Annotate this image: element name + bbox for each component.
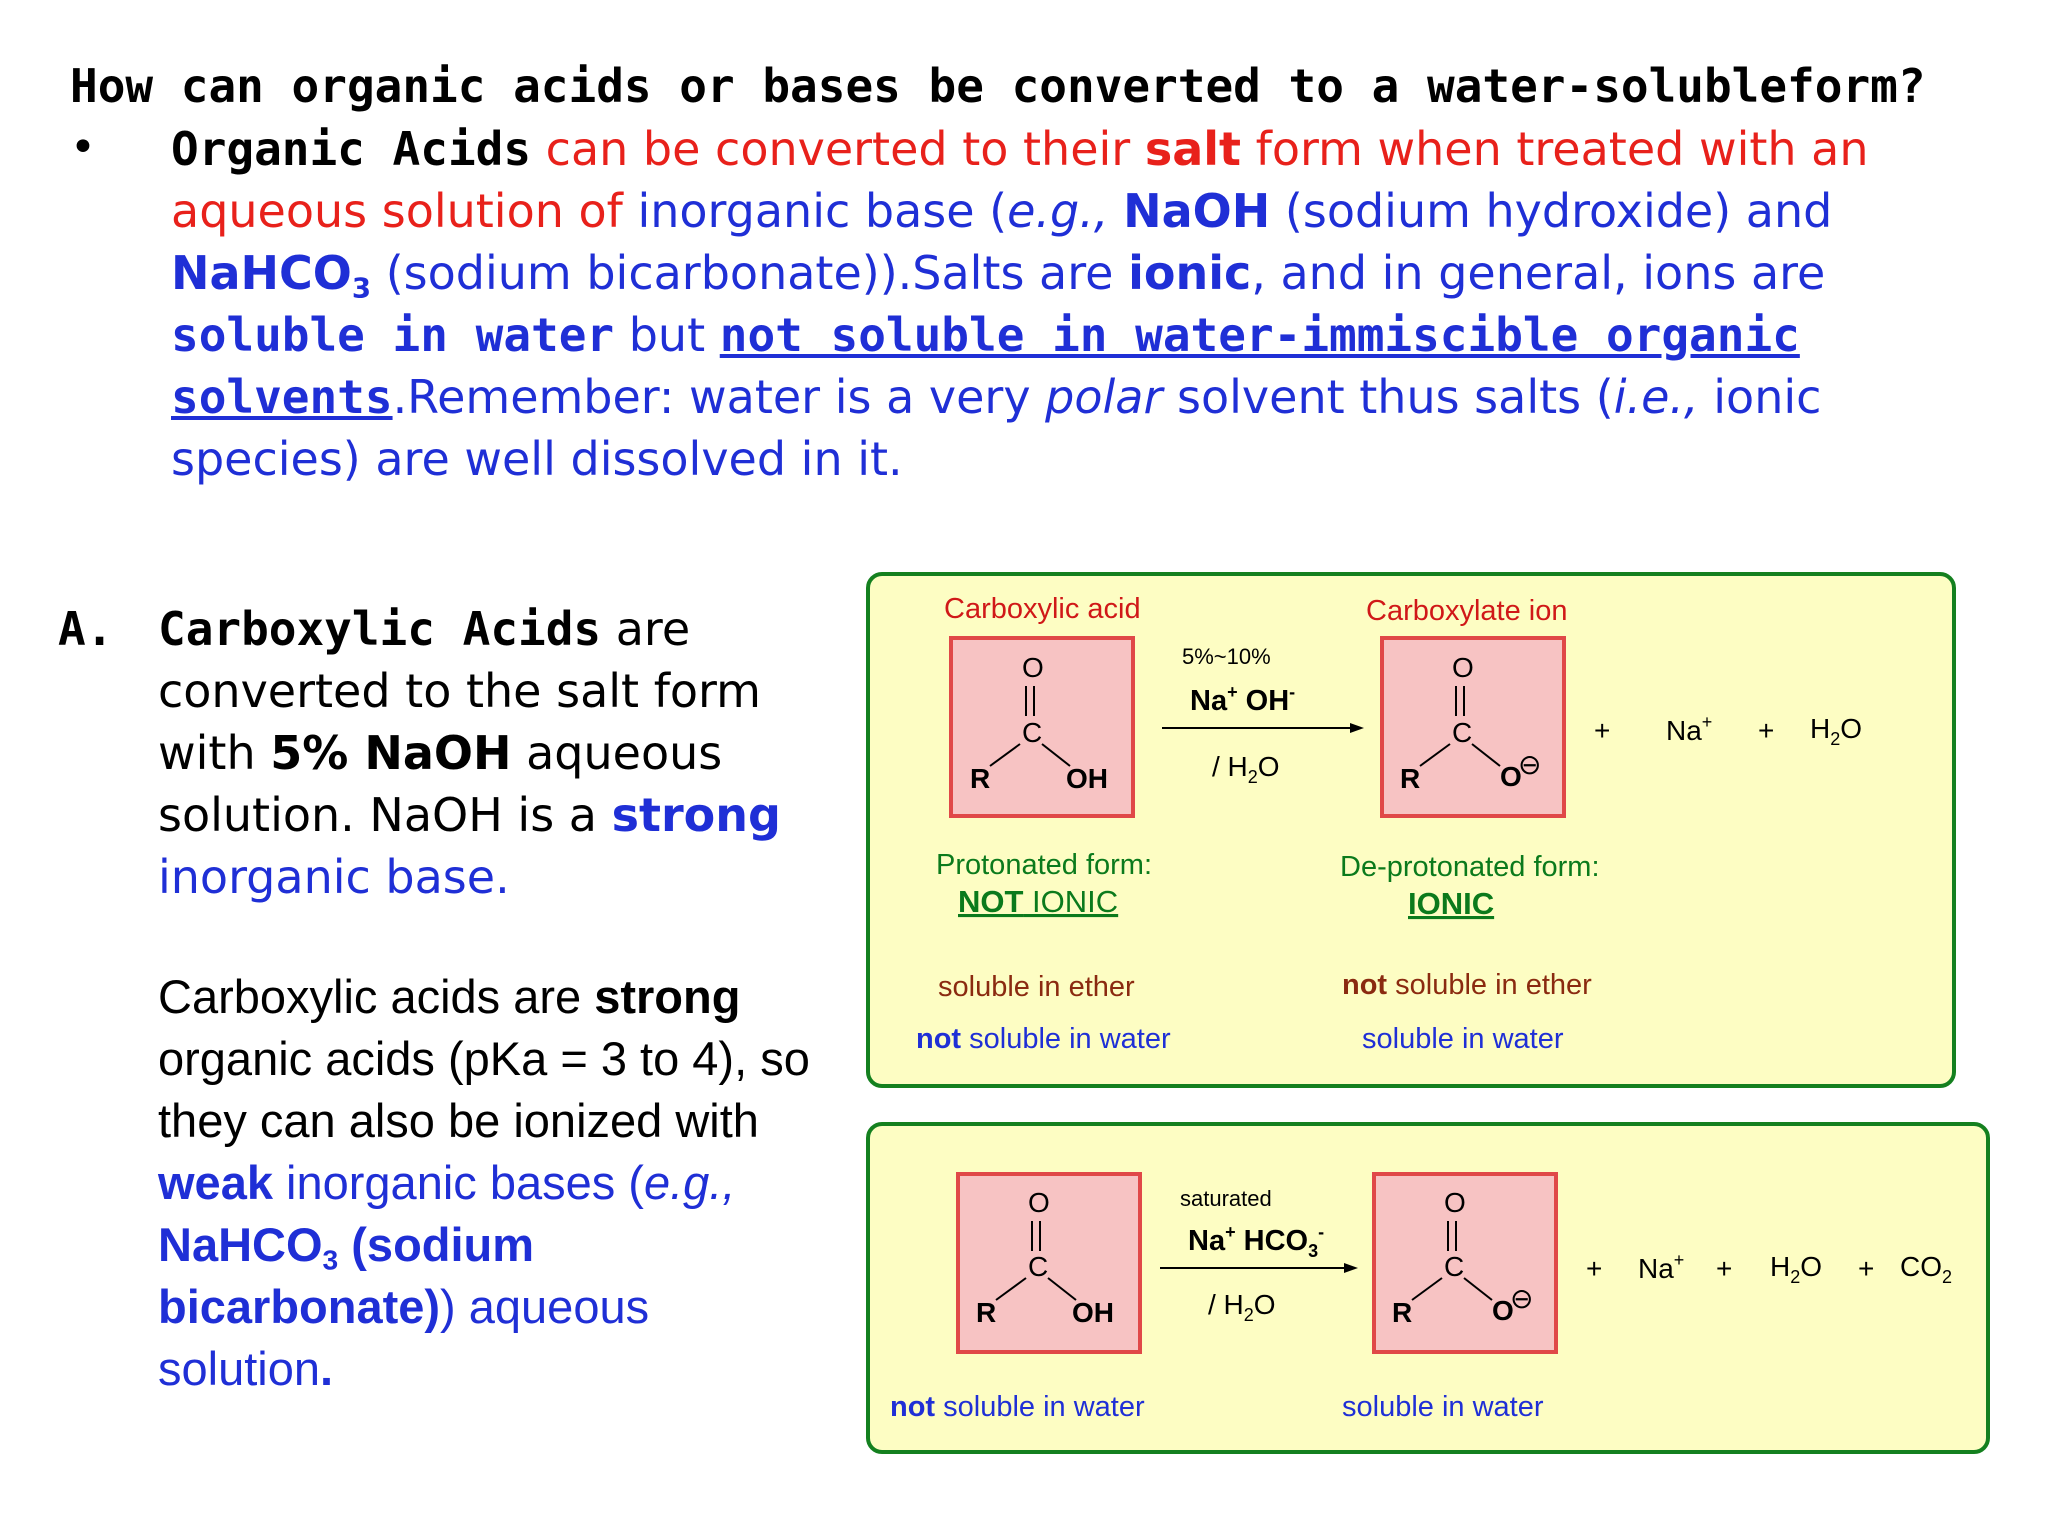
text-p2-mid: organic acids (pKa = 3 to 4), so they can also be ionized with (158, 1032, 810, 1147)
atom-o-minus: O (1500, 761, 1522, 792)
reaction-panel-naoh (866, 572, 1956, 1088)
not-word: NOT (958, 884, 1024, 919)
nahco3-formula: NaHCO (171, 246, 352, 300)
right2-soluble-water: soluble in water (1342, 1391, 1544, 1423)
term-polar: polar (1045, 370, 1163, 424)
atom-oh-2: OH (1072, 1297, 1114, 1328)
atom-r-right: R (1400, 763, 1421, 794)
term-organic-acids: Organic Acids (171, 122, 532, 176)
cond2-solvent (1208, 1289, 1276, 1325)
term-strong: strong (611, 788, 781, 842)
product-water (1810, 713, 1862, 749)
water-h: H (1810, 713, 1831, 744)
text-remember: .Remember: water is a very (392, 370, 1046, 424)
reaction-arrow-head-2 (1344, 1263, 1358, 1273)
section-a-paragraph (158, 598, 818, 908)
label-carboxylic-acid: Carboxylic acid (944, 593, 1141, 625)
product2-water (1770, 1251, 1822, 1287)
label-carboxylate-ion: Carboxylate ion (1366, 595, 1568, 627)
solvent-o: O (1257, 751, 1280, 782)
term-carboxylic-acids: Carboxylic Acids (158, 602, 602, 656)
ionic-word: IONIC (1023, 884, 1119, 919)
text-aqueous: aqueous solution. NaOH is a (158, 726, 723, 842)
text-p2-eg: e.g., (643, 1156, 736, 1209)
text-can-be-converted: can be converted to their (531, 122, 1145, 176)
solvent-h: / H (1212, 751, 1248, 782)
cond-reagent (1190, 682, 1295, 717)
right-not-word: not (1342, 969, 1388, 1001)
left-soluble-ether: soluble in ether (938, 971, 1135, 1003)
left-not-soluble-water (916, 1023, 1171, 1055)
text-ionic-species: ionic species) are well dissolved in it. (171, 370, 1822, 486)
solvent2-h: / H (1208, 1289, 1244, 1320)
atom-c-right: C (1452, 717, 1473, 748)
co2-sub: 2 (1942, 1267, 1953, 1287)
co2-symbol: CO (1900, 1251, 1942, 1282)
na-symbol: Na (1666, 715, 1702, 746)
text-solvent-thus: solvent thus salts ( (1162, 370, 1614, 424)
term-5-naoh: 5% NaOH (270, 726, 512, 780)
atom-r-left: R (970, 763, 991, 794)
term-naoh: NaOH (1123, 184, 1271, 238)
text-sodium-hydroxide: (sodium hydroxide) and (1270, 184, 1833, 238)
text-are-converted: are converted to the salt form with (158, 602, 761, 780)
label-deprotonated: De-protonated form: (1340, 851, 1600, 883)
text-p2-close: ) aqueous solution (158, 1280, 650, 1395)
term-salt: salt (1144, 122, 1242, 176)
atom-c-left-2: C (1028, 1251, 1049, 1282)
na-charge: + (1701, 712, 1713, 732)
label-ionic: IONIC (1408, 886, 1495, 921)
left-water-text: soluble in water (961, 1023, 1171, 1055)
cond-concentration: 5%~10% (1182, 644, 1271, 669)
solvent2-o: O (1253, 1289, 1276, 1320)
minus-charge-icon-2: ⊖ (1510, 1283, 1534, 1314)
right-soluble-water: soluble in water (1362, 1023, 1564, 1055)
atom-o-right-2: O (1444, 1187, 1466, 1218)
term-soluble-in-water: soluble in water (171, 308, 615, 362)
reagent-oh-charge: - (1289, 682, 1296, 702)
atom-r-left-2: R (976, 1297, 997, 1328)
atom-oh: OH (1066, 763, 1108, 794)
term-nahco3 (171, 246, 372, 305)
term-weak: weak (158, 1156, 273, 1209)
water-o: O (1840, 713, 1863, 744)
reagent2-na: Na (1188, 1225, 1226, 1257)
left2-not-word: not (890, 1391, 936, 1423)
product2-co2 (1900, 1251, 1952, 1287)
term-p2-strong: strong (594, 970, 741, 1023)
reagent-oh: OH (1237, 685, 1290, 717)
product-na (1666, 712, 1712, 746)
text-ions-are: , and in general, ions are (1251, 246, 1826, 300)
plus-1: + (1594, 715, 1611, 746)
solvent2-sub: 2 (1243, 1305, 1254, 1325)
bullet-marker: • (70, 122, 96, 173)
text-p2-period: . (320, 1342, 334, 1395)
reaction-arrow-head (1350, 723, 1364, 733)
text-p2-bases: inorganic bases ( (272, 1156, 644, 1209)
label-not-ionic (958, 884, 1118, 919)
left2-water-text: soluble in water (935, 1391, 1145, 1423)
reagent2-na-charge: + (1225, 1222, 1236, 1242)
term-not-soluble: not soluble in water-immiscible organic solvents (171, 308, 1800, 424)
plus-2: + (1758, 715, 1775, 746)
cond2-reagent (1188, 1222, 1324, 1261)
atom-r-right-2: R (1392, 1297, 1413, 1328)
term-ionic: ionic (1128, 246, 1252, 300)
slide-question: How can organic acids or bases be converted to a water-solubleform? (70, 59, 1926, 113)
p2-nahco3-subscript: 3 (322, 1243, 339, 1276)
reaction-diagram-naoh (870, 576, 1952, 1084)
water2-o: O (1800, 1251, 1823, 1282)
p2-sodium-bicarbonate: (sodium bicarbonate) (158, 1218, 535, 1333)
text-but: but (614, 308, 720, 362)
cond2-saturated: saturated (1180, 1186, 1272, 1211)
na2-charge: + (1673, 1250, 1685, 1270)
reagent2-hco: HCO (1235, 1225, 1309, 1257)
text-ie: i.e., (1613, 370, 1699, 424)
p2-nahco3-formula: NaHCO (158, 1218, 323, 1271)
solvent-sub: 2 (1247, 767, 1258, 787)
text-eg: e.g., (1007, 184, 1109, 238)
na2-symbol: Na (1638, 1253, 1674, 1284)
water2-sub: 2 (1790, 1267, 1801, 1287)
label-protonated: Protonated form: (936, 849, 1152, 881)
right-ether-text: soluble in ether (1387, 969, 1592, 1001)
atom-c-right-2: C (1444, 1251, 1465, 1282)
left2-not-soluble-water (890, 1391, 1145, 1423)
reagent-na: Na (1190, 685, 1228, 717)
plus-2-2: + (1716, 1253, 1733, 1284)
plus-2-1: + (1586, 1253, 1603, 1284)
reaction-diagram-nahco3 (870, 1126, 1986, 1450)
text-inorganic-base-a: inorganic base. (158, 850, 510, 904)
water-sub: 2 (1830, 729, 1841, 749)
text-sodium-bicarbonate: (sodium bicarbonate)).Salts are (371, 246, 1129, 300)
section-a-paragraph-2 (158, 966, 818, 1400)
reagent2-charge: - (1318, 1222, 1325, 1242)
text-form-when: form when treated with an aqueous solution of (171, 122, 1869, 238)
atom-o-right: O (1452, 652, 1474, 683)
section-a-letter: A. (58, 602, 114, 656)
reagent2-sub: 3 (1308, 1241, 1319, 1261)
left-not-word: not (916, 1023, 962, 1055)
atom-o-left-2: O (1028, 1187, 1050, 1218)
text-inorganic-base: inorganic base ( (622, 184, 1008, 238)
plus-2-3: + (1858, 1253, 1875, 1284)
text-p2-start: Carboxylic acids are (158, 970, 595, 1023)
atom-c-left: C (1022, 717, 1043, 748)
cond-solvent (1212, 751, 1280, 787)
nahco3-subscript: 3 (351, 271, 372, 305)
minus-charge-icon: ⊖ (1518, 749, 1542, 780)
reaction-panel-nahco3 (866, 1122, 1990, 1454)
atom-o-left: O (1022, 652, 1044, 683)
atom-o-minus-2: O (1492, 1295, 1514, 1326)
reagent-na-charge: + (1227, 682, 1238, 702)
water2-h: H (1770, 1251, 1791, 1282)
bullet-paragraph (171, 118, 1961, 490)
product2-na (1638, 1250, 1684, 1284)
right-not-soluble-ether (1342, 969, 1592, 1001)
